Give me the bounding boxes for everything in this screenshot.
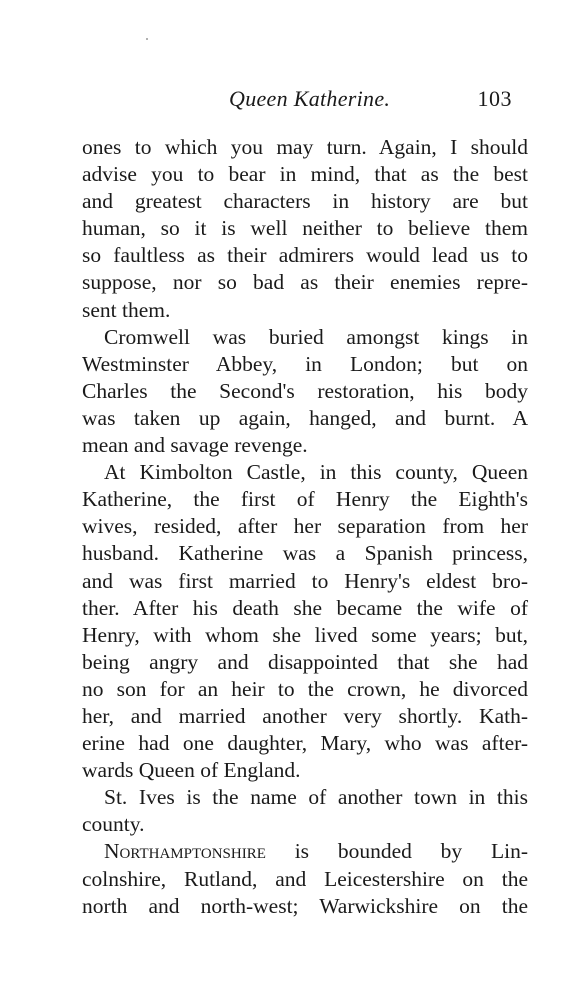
text-line: suppose, nor so bad as their enemies repre- (82, 270, 528, 295)
text-line: erine had one daughter, Mary, who was after- (82, 731, 528, 756)
text-line: no son for an heir to the crown, he divorced (82, 676, 528, 701)
section-heading: Northamptonshire (104, 839, 266, 864)
text-line: human, so it is well neither to believe them (82, 216, 528, 241)
text-line: Cromwell was buried amongst kings in (104, 324, 528, 349)
text-line: mean and savage revenge. (82, 433, 308, 458)
text-line: being angry and disappointed that she had (82, 649, 528, 674)
text-line: her, and married another very shortly. Kath- (82, 703, 528, 728)
running-title: Queen Katherine. (229, 86, 391, 111)
text-line: husband. Katherine was a Spanish princess, (82, 541, 528, 566)
text-line: sent them. (82, 297, 171, 322)
text-line: ones to which you may turn. Again, I should (82, 135, 528, 159)
text-line (82, 838, 528, 865)
page-header (84, 86, 512, 118)
text-line: so faultless as their admirers would lead us to (82, 243, 528, 268)
text-line: Westminster Abbey, in London; but on (82, 351, 528, 376)
page-number: 103 (477, 86, 512, 111)
text-line: Henry, with whom she lived some years; but, (82, 622, 528, 647)
text-line: St. Ives is the name of another town in this (104, 785, 528, 810)
text-line: Charles the Second's restoration, his body (82, 378, 528, 403)
text-line: was taken up again, hanged, and burnt. A (82, 405, 528, 430)
page-body (82, 134, 528, 920)
text-line: county. (82, 812, 145, 837)
text-line-fragment: is bounded by Lin- (294, 839, 529, 864)
text-line: Katherine, the first of Henry the Eighth's (82, 487, 528, 512)
text-line: and greatest characters in history are but (82, 189, 528, 214)
text-line: ther. After his death she became the wife of (82, 595, 528, 620)
text-line: and was first married to Henry's eldest bro- (82, 568, 528, 593)
text-line: advise you to bear in mind, that as the best (82, 162, 528, 187)
text-line: wives, resided, after her separation from her (82, 514, 528, 539)
text-line: wards Queen of England. (82, 758, 301, 783)
paper-speck (146, 38, 148, 40)
text-line: At Kimbolton Castle, in this county, Queen (104, 460, 528, 485)
text-line: colnshire, Rutland, and Leicestershire on the (82, 866, 528, 891)
text-line: north and north-west; Warwickshire on the (82, 893, 528, 918)
